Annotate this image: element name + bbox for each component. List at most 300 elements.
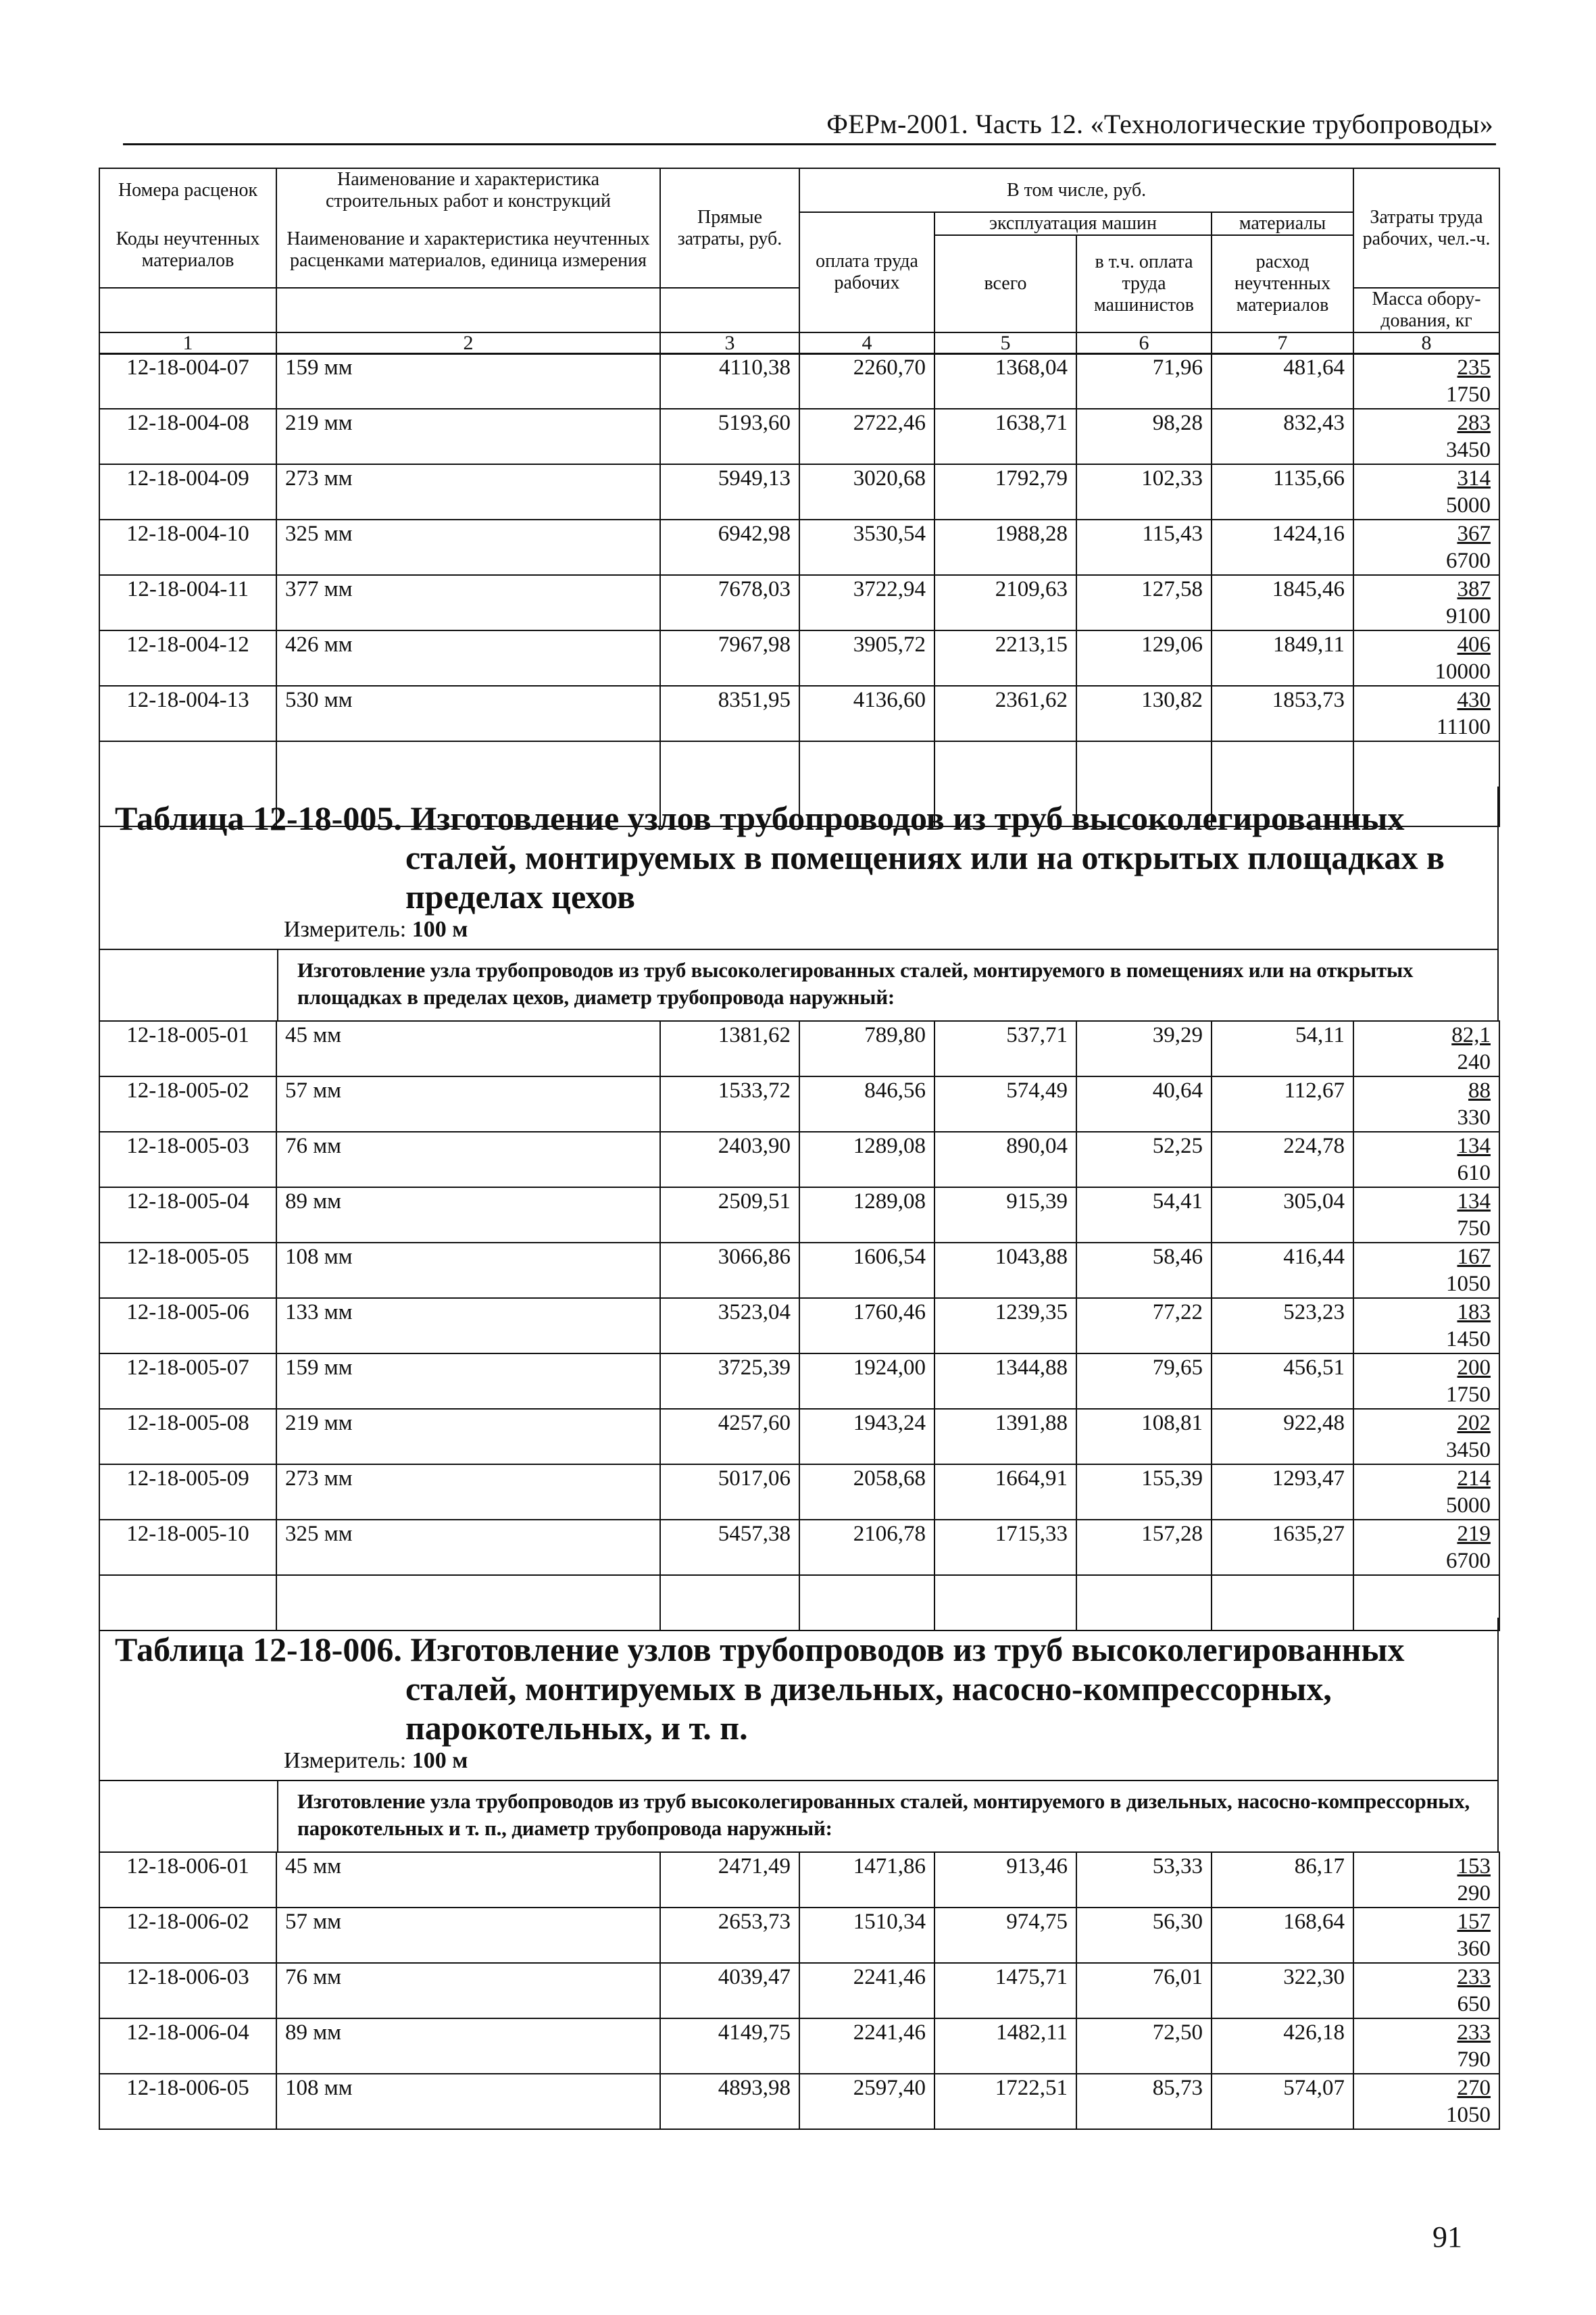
machines-total-cell: 915,39 (934, 1187, 1076, 1243)
materials-cell: 523,23 (1212, 1298, 1353, 1353)
rate-code-cell: 12-18-005-04 (99, 1187, 276, 1243)
frame-left (99, 787, 100, 949)
table-row (99, 2074, 1499, 2129)
rate-code-cell: 12-18-005-03 (99, 1132, 276, 1187)
table-row (99, 1963, 1499, 2018)
wages-cell: 789,80 (799, 1021, 934, 1076)
rate-code-cell: 12-18-006-02 (99, 1908, 276, 1963)
rate-code-cell: 12-18-005-07 (99, 1353, 276, 1409)
diameter-name-cell: 426 мм (276, 630, 660, 686)
direct-costs-cell: 5457,38 (660, 1520, 799, 1575)
table-005-meter (284, 917, 468, 943)
diameter-name-cell: 377 мм (276, 575, 660, 630)
table-006-title-line1: Таблица 12-18-006. Изготовление узлов трубопроводов из труб высоколегированных (115, 1631, 1405, 1668)
table-12-18-004 (99, 353, 1500, 827)
table-end-row (99, 1575, 1499, 1631)
mass-value: 9100 (1446, 604, 1491, 628)
mass-value: 1050 (1446, 1272, 1491, 1296)
mass-value: 290 (1457, 1881, 1491, 1906)
labor-mass-cell (1353, 1409, 1499, 1464)
table-row (99, 1243, 1499, 1298)
empty-cell (99, 1575, 276, 1631)
table-row (99, 1076, 1499, 1132)
header-mass: Масса обору-дования, кг (1353, 288, 1499, 332)
machines-wages-cell: 56,30 (1076, 1908, 1212, 1963)
labor-value: 200 (1457, 1355, 1491, 1380)
rate-code-cell: 12-18-004-10 (99, 520, 276, 575)
direct-costs-cell: 2653,73 (660, 1908, 799, 1963)
rate-code-cell: 12-18-006-03 (99, 1963, 276, 2018)
materials-cell: 456,51 (1212, 1353, 1353, 1409)
labor-value: 314 (1457, 466, 1491, 491)
diameter-name-cell: 45 мм (276, 1021, 660, 1076)
header-labor: Затраты труда рабочих, чел.-ч. (1353, 168, 1499, 288)
machines-wages-cell: 54,41 (1076, 1187, 1212, 1243)
machines-wages-cell: 79,65 (1076, 1353, 1212, 1409)
labor-value: 406 (1457, 632, 1491, 657)
materials-cell: 1853,73 (1212, 686, 1353, 741)
machines-total-cell: 1722,51 (934, 2074, 1076, 2129)
header-name-materials-fill (276, 288, 660, 332)
frame-right (1497, 1618, 1499, 1780)
rate-code-cell: 12-18-005-06 (99, 1298, 276, 1353)
labor-mass-cell (1353, 1243, 1499, 1298)
labor-mass-cell (1353, 1464, 1499, 1520)
machines-total-cell: 1391,88 (934, 1409, 1076, 1464)
diameter-name-cell: 159 мм (276, 353, 660, 409)
diameter-name-cell: 76 мм (276, 1963, 660, 2018)
labor-mass-cell (1353, 1963, 1499, 2018)
diameter-name-cell: 108 мм (276, 1243, 660, 1298)
wages-cell: 1471,86 (799, 1852, 934, 1908)
table-row (99, 2018, 1499, 2074)
wages-cell: 1289,08 (799, 1187, 934, 1243)
rate-code-cell: 12-18-005-10 (99, 1520, 276, 1575)
header-codes-materials: Коды неучтенных материалов (99, 212, 276, 288)
column-header-table (99, 168, 1500, 355)
diameter-name-cell: 89 мм (276, 1187, 660, 1243)
labor-value: 270 (1457, 2076, 1491, 2100)
col-number: 6 (1076, 332, 1212, 354)
machines-wages-cell: 76,01 (1076, 1963, 1212, 2018)
labor-mass-cell (1353, 2074, 1499, 2129)
table-row (99, 1353, 1499, 1409)
diameter-name-cell: 273 мм (276, 1464, 660, 1520)
empty-cell (1212, 1575, 1353, 1631)
table-row (99, 1187, 1499, 1243)
machines-total-cell: 1482,11 (934, 2018, 1076, 2074)
labor-value: 233 (1457, 2020, 1491, 2045)
table-row (99, 575, 1499, 630)
table-12-18-006 (99, 1851, 1500, 2130)
empty-cell (1076, 1575, 1212, 1631)
machines-wages-cell: 53,33 (1076, 1852, 1212, 1908)
diameter-name-cell: 45 мм (276, 1852, 660, 1908)
header-rule (123, 143, 1496, 145)
direct-costs-cell: 4039,47 (660, 1963, 799, 2018)
diameter-name-cell: 325 мм (276, 520, 660, 575)
mass-value: 3450 (1446, 438, 1491, 462)
materials-cell: 1845,46 (1212, 575, 1353, 630)
direct-costs-cell: 3066,86 (660, 1243, 799, 1298)
labor-value: 134 (1457, 1134, 1491, 1158)
section-cell (277, 950, 1497, 1020)
rate-code-cell: 12-18-005-09 (99, 1464, 276, 1520)
col-number: 4 (799, 332, 934, 354)
machines-total-cell: 1043,88 (934, 1243, 1076, 1298)
materials-cell: 1135,66 (1212, 464, 1353, 520)
header-including: В том числе, руб. (799, 168, 1353, 212)
meter-value: 100 м (412, 917, 468, 942)
empty-cell (799, 1575, 934, 1631)
mass-value: 330 (1457, 1105, 1491, 1130)
labor-value: 167 (1457, 1245, 1491, 1269)
rate-code-cell: 12-18-005-02 (99, 1076, 276, 1132)
direct-costs-cell: 2403,90 (660, 1132, 799, 1187)
wages-cell: 1924,00 (799, 1353, 934, 1409)
direct-costs-cell: 7678,03 (660, 575, 799, 630)
running-head: ФЕРм-2001. Часть 12. «Технологические трубопроводы» (826, 109, 1493, 139)
machines-total-cell: 537,71 (934, 1021, 1076, 1076)
wages-cell: 1943,24 (799, 1409, 934, 1464)
empty-cell (276, 1575, 660, 1631)
wages-cell: 2260,70 (799, 353, 934, 409)
rate-code-cell: 12-18-004-09 (99, 464, 276, 520)
machines-total-cell: 974,75 (934, 1908, 1076, 1963)
labor-value: 219 (1457, 1522, 1491, 1546)
direct-costs-cell: 4149,75 (660, 2018, 799, 2074)
labor-value: 387 (1457, 577, 1491, 601)
materials-cell: 416,44 (1212, 1243, 1353, 1298)
materials-cell: 86,17 (1212, 1852, 1353, 1908)
materials-cell: 224,78 (1212, 1132, 1353, 1187)
table-005-title-line2: сталей, монтируемых в помещениях или на открытых площадках в (405, 839, 1445, 876)
meter-label: Измеритель: (284, 1748, 407, 1773)
machines-total-cell: 2361,62 (934, 686, 1076, 741)
section-cell (277, 1781, 1497, 1851)
table-row (99, 1132, 1499, 1187)
table-row (99, 1021, 1499, 1076)
materials-cell: 922,48 (1212, 1409, 1353, 1464)
rate-code-cell: 12-18-004-07 (99, 353, 276, 409)
mass-value: 6700 (1446, 549, 1491, 573)
materials-cell: 112,67 (1212, 1076, 1353, 1132)
table-006-title-line2: сталей, монтируемых в дизельных, насосно-компрессорных, (405, 1670, 1332, 1708)
header-name-works: Наименование и характеристика строительных работ и конструкций (276, 168, 660, 212)
rate-code-cell: 12-18-005-01 (99, 1021, 276, 1076)
machines-total-cell: 2213,15 (934, 630, 1076, 686)
machines-wages-cell: 52,25 (1076, 1132, 1212, 1187)
materials-cell: 426,18 (1212, 2018, 1353, 2074)
direct-costs-cell: 1533,72 (660, 1076, 799, 1132)
diameter-name-cell: 159 мм (276, 1353, 660, 1409)
labor-value: 88 (1468, 1078, 1491, 1103)
empty-cell (1353, 1575, 1499, 1631)
mass-value: 10000 (1435, 659, 1491, 684)
mass-value: 610 (1457, 1161, 1491, 1185)
labor-mass-cell (1353, 409, 1499, 464)
table-005-title-line3: пределах цехов (405, 878, 636, 916)
materials-cell: 1424,16 (1212, 520, 1353, 575)
machines-wages-cell: 127,58 (1076, 575, 1212, 630)
table-row (99, 1908, 1499, 1963)
diameter-name-cell: 76 мм (276, 1132, 660, 1187)
labor-mass-cell (1353, 1908, 1499, 1963)
table-row (99, 1409, 1499, 1464)
machines-total-cell: 1475,71 (934, 1963, 1076, 2018)
labor-mass-cell (1353, 575, 1499, 630)
direct-costs-cell: 2471,49 (660, 1852, 799, 1908)
empty-cell (934, 1575, 1076, 1631)
meter-label: Измеритель: (284, 917, 407, 942)
labor-value: 367 (1457, 522, 1491, 546)
diameter-name-cell: 219 мм (276, 409, 660, 464)
materials-cell: 168,64 (1212, 1908, 1353, 1963)
col-number: 8 (1353, 332, 1499, 354)
header-direct-costs: Прямые затраты, руб. (660, 168, 799, 288)
header-codes-rates: Номера расценок (99, 168, 276, 212)
table-row (99, 1852, 1499, 1908)
wages-cell: 2597,40 (799, 2074, 934, 2129)
machines-total-cell: 1988,28 (934, 520, 1076, 575)
wages-cell: 2722,46 (799, 409, 934, 464)
materials-cell: 832,43 (1212, 409, 1353, 464)
labor-mass-cell (1353, 1298, 1499, 1353)
header-materials-unaccounted: расход неучтенных материалов (1212, 235, 1353, 332)
wages-cell: 1606,54 (799, 1243, 934, 1298)
wages-cell: 3530,54 (799, 520, 934, 575)
table-row (99, 686, 1499, 741)
machines-wages-cell: 71,96 (1076, 353, 1212, 409)
col-number: 5 (934, 332, 1076, 354)
labor-mass-cell (1353, 520, 1499, 575)
mass-value: 650 (1457, 1992, 1491, 2016)
table-row (99, 630, 1499, 686)
labor-value: 153 (1457, 1854, 1491, 1878)
labor-mass-cell (1353, 1132, 1499, 1187)
table-006-section (99, 1780, 1499, 1851)
section-text: Изготовление узла трубопроводов из труб высоколегированных сталей, монтируемого в помещениях или на открытых площадках в пределах цехов, диаметр трубопровода наружный: (297, 958, 1414, 1009)
machines-wages-cell: 130,82 (1076, 686, 1212, 741)
rate-code-cell: 12-18-005-08 (99, 1409, 276, 1464)
rate-code-cell: 12-18-005-05 (99, 1243, 276, 1298)
direct-costs-cell: 3523,04 (660, 1298, 799, 1353)
direct-costs-cell: 7967,98 (660, 630, 799, 686)
rate-code-cell: 12-18-004-12 (99, 630, 276, 686)
rate-code-cell: 12-18-004-11 (99, 575, 276, 630)
wages-cell: 2241,46 (799, 2018, 934, 2074)
machines-wages-cell: 115,43 (1076, 520, 1212, 575)
direct-costs-cell: 5017,06 (660, 1464, 799, 1520)
machines-total-cell: 1239,35 (934, 1298, 1076, 1353)
machines-wages-cell: 108,81 (1076, 1409, 1212, 1464)
mass-value: 1750 (1446, 1383, 1491, 1407)
table-005-title-line1: Таблица 12-18-005. Изготовление узлов трубопроводов из труб высоколегированных (115, 799, 1405, 837)
rate-code-cell: 12-18-006-05 (99, 2074, 276, 2129)
machines-wages-cell: 77,22 (1076, 1298, 1212, 1353)
mass-value: 360 (1457, 1937, 1491, 1961)
table-006-title (115, 1630, 1493, 1747)
direct-costs-cell: 5949,13 (660, 464, 799, 520)
mass-value: 5000 (1446, 493, 1491, 518)
rate-code-cell: 12-18-006-01 (99, 1852, 276, 1908)
diameter-name-cell: 57 мм (276, 1076, 660, 1132)
labor-value: 134 (1457, 1189, 1491, 1214)
table-row (99, 1520, 1499, 1575)
table-005-section (99, 949, 1499, 1020)
machines-total-cell: 1715,33 (934, 1520, 1076, 1575)
frame-right (1497, 787, 1499, 949)
machines-wages-cell: 72,50 (1076, 2018, 1212, 2074)
labor-mass-cell (1353, 2018, 1499, 2074)
direct-costs-cell: 2509,51 (660, 1187, 799, 1243)
header-machines-total: всего (934, 235, 1076, 332)
labor-value: 82,1 (1451, 1023, 1491, 1047)
mass-value: 1450 (1446, 1327, 1491, 1351)
machines-total-cell: 1368,04 (934, 353, 1076, 409)
table-005-title (115, 799, 1493, 916)
labor-mass-cell (1353, 1076, 1499, 1132)
machines-wages-cell: 85,73 (1076, 2074, 1212, 2129)
frame-left (99, 1618, 100, 1780)
mass-value: 750 (1457, 1216, 1491, 1241)
header-machines: эксплуатация машин (934, 212, 1212, 235)
section-text: Изготовление узла трубопроводов из труб высоколегированных сталей, монтируемого в дизельных, насосно-компрессорных, парокотельных и т. п., диаметр трубопровода наружный: (297, 1789, 1470, 1840)
diameter-name-cell: 325 мм (276, 1520, 660, 1575)
wages-cell: 846,56 (799, 1076, 934, 1132)
wages-cell: 3020,68 (799, 464, 934, 520)
mass-value: 5000 (1446, 1493, 1491, 1518)
labor-value: 283 (1457, 411, 1491, 435)
machines-wages-cell: 40,64 (1076, 1076, 1212, 1132)
diameter-name-cell: 108 мм (276, 2074, 660, 2129)
labor-value: 157 (1457, 1910, 1491, 1934)
machines-total-cell: 890,04 (934, 1132, 1076, 1187)
labor-value: 183 (1457, 1300, 1491, 1324)
wages-cell: 1289,08 (799, 1132, 934, 1187)
machines-total-cell: 1344,88 (934, 1353, 1076, 1409)
col-number: 1 (99, 332, 276, 354)
labor-mass-cell (1353, 464, 1499, 520)
machines-wages-cell: 129,06 (1076, 630, 1212, 686)
meter-value: 100 м (412, 1748, 468, 1773)
materials-cell: 305,04 (1212, 1187, 1353, 1243)
labor-value: 235 (1457, 355, 1491, 380)
machines-wages-cell: 102,33 (1076, 464, 1212, 520)
diameter-name-cell: 273 мм (276, 464, 660, 520)
labor-mass-cell (1353, 1187, 1499, 1243)
machines-total-cell: 2109,63 (934, 575, 1076, 630)
machines-total-cell: 913,46 (934, 1852, 1076, 1908)
direct-costs-cell: 4893,98 (660, 2074, 799, 2129)
mass-value: 1750 (1446, 382, 1491, 407)
table-006-title-line3: парокотельных, и т. п. (405, 1709, 748, 1747)
labor-value: 214 (1457, 1466, 1491, 1491)
empty-cell (660, 1575, 799, 1631)
labor-mass-cell (1353, 686, 1499, 741)
labor-value: 202 (1457, 1411, 1491, 1435)
header-wages: оплата труда рабочих (799, 212, 934, 332)
table-row (99, 520, 1499, 575)
rate-code-cell: 12-18-006-04 (99, 2018, 276, 2074)
machines-total-cell: 1664,91 (934, 1464, 1076, 1520)
mass-value: 1050 (1446, 2103, 1491, 2127)
machines-wages-cell: 98,28 (1076, 409, 1212, 464)
direct-costs-cell: 4257,60 (660, 1409, 799, 1464)
header-name-materials: Наименование и характеристика неучтенных расценками материалов, единица измерения (276, 212, 660, 288)
diameter-name-cell: 89 мм (276, 2018, 660, 2074)
machines-total-cell: 574,49 (934, 1076, 1076, 1132)
labor-value: 233 (1457, 1965, 1491, 1989)
machines-wages-cell: 155,39 (1076, 1464, 1212, 1520)
table-row (99, 353, 1499, 409)
wages-cell: 1760,46 (799, 1298, 934, 1353)
diameter-name-cell: 530 мм (276, 686, 660, 741)
materials-cell: 481,64 (1212, 353, 1353, 409)
table-row (99, 1464, 1499, 1520)
rate-code-cell: 12-18-004-13 (99, 686, 276, 741)
col-number: 2 (276, 332, 660, 354)
wages-cell: 3905,72 (799, 630, 934, 686)
wages-cell: 1510,34 (799, 1908, 934, 1963)
labor-mass-cell (1353, 1520, 1499, 1575)
rate-code-cell: 12-18-004-08 (99, 409, 276, 464)
wages-cell: 4136,60 (799, 686, 934, 741)
wages-cell: 2106,78 (799, 1520, 934, 1575)
direct-costs-cell: 1381,62 (660, 1021, 799, 1076)
machines-wages-cell: 58,46 (1076, 1243, 1212, 1298)
materials-cell: 1635,27 (1212, 1520, 1353, 1575)
labor-mass-cell (1353, 1353, 1499, 1409)
header-materials: материалы (1212, 212, 1353, 235)
mass-value: 240 (1457, 1050, 1491, 1074)
labor-mass-cell (1353, 353, 1499, 409)
diameter-name-cell: 57 мм (276, 1908, 660, 1963)
mass-value: 6700 (1446, 1549, 1491, 1573)
page-number: 91 (1432, 2220, 1462, 2254)
labor-mass-cell (1353, 630, 1499, 686)
machines-total-cell: 1638,71 (934, 409, 1076, 464)
direct-costs-cell: 8351,95 (660, 686, 799, 741)
direct-costs-cell: 6942,98 (660, 520, 799, 575)
wages-cell: 3722,94 (799, 575, 934, 630)
table-row (99, 464, 1499, 520)
diameter-name-cell: 219 мм (276, 1409, 660, 1464)
col-number: 3 (660, 332, 799, 354)
mass-value: 3450 (1446, 1438, 1491, 1462)
wages-cell: 2241,46 (799, 1963, 934, 2018)
diameter-name-cell: 133 мм (276, 1298, 660, 1353)
header-machines-wages: в т.ч. оплата труда машинистов (1076, 235, 1212, 332)
table-row (99, 409, 1499, 464)
header-codes-materials-fill (99, 288, 276, 332)
table-row (99, 1298, 1499, 1353)
machines-wages-cell: 39,29 (1076, 1021, 1212, 1076)
labor-value: 430 (1457, 688, 1491, 712)
materials-cell: 1293,47 (1212, 1464, 1353, 1520)
mass-value: 11100 (1436, 715, 1491, 739)
table-12-18-005 (99, 1020, 1500, 1631)
machines-total-cell: 1792,79 (934, 464, 1076, 520)
header-direct-fill (660, 288, 799, 332)
mass-value: 790 (1457, 2047, 1491, 2072)
direct-costs-cell: 5193,60 (660, 409, 799, 464)
col-number: 7 (1212, 332, 1353, 354)
direct-costs-cell: 4110,38 (660, 353, 799, 409)
machines-wages-cell: 157,28 (1076, 1520, 1212, 1575)
direct-costs-cell: 3725,39 (660, 1353, 799, 1409)
labor-mass-cell (1353, 1852, 1499, 1908)
